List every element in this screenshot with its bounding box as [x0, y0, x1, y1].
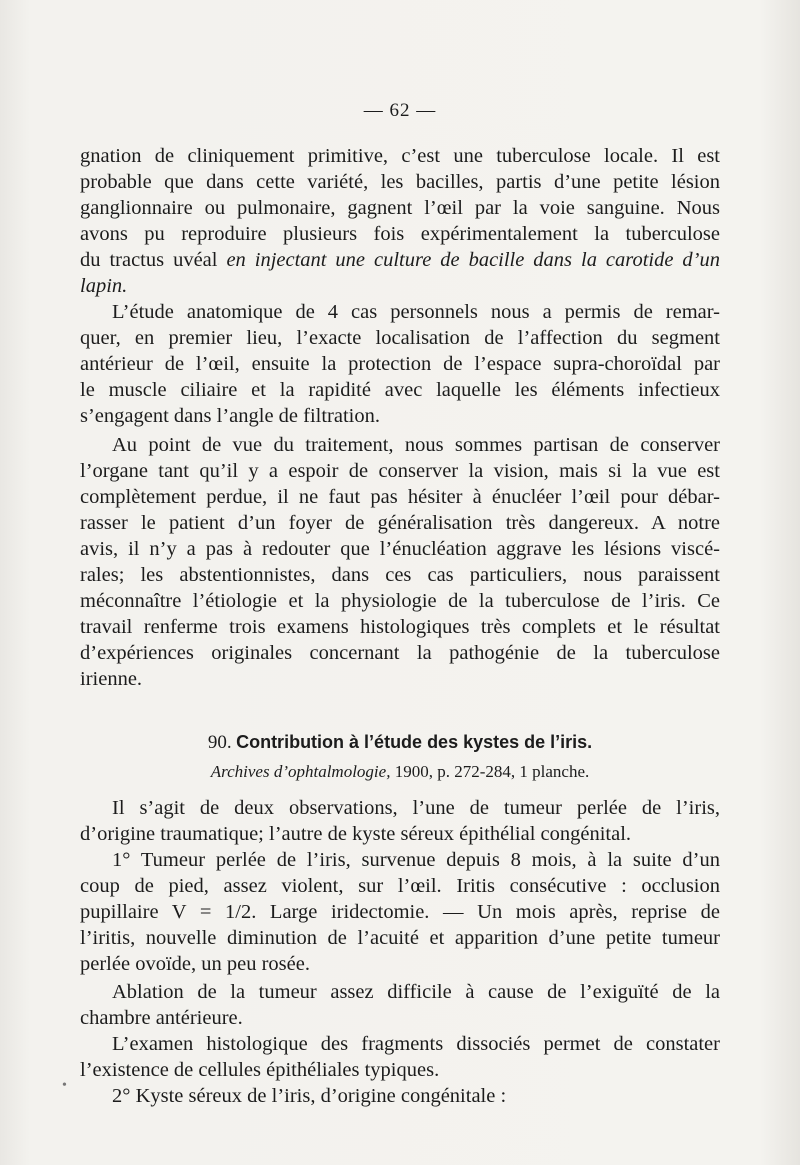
- text-line-mixed: [80, 247, 720, 273]
- text-line: d’expériences originales concernant la pathogénie de la tuberculose: [80, 642, 720, 664]
- italic-span: en injectant une culture de bacille dans la carotide d’un: [226, 249, 720, 271]
- section-number: 90.: [207, 732, 232, 753]
- text-line: coup de pied, assez violent, sur l’œil. Iritis consécutive : occlusion: [80, 875, 720, 897]
- text-line: Ablation de la tumeur assez difficile à cause de l’exiguïté de la: [112, 981, 720, 1003]
- text-line: 1° Tumeur perlée de l’iris, survenue depuis 8 mois, à la suite d’un: [112, 849, 720, 871]
- text-line: quer, en premier lieu, l’exacte localisation de l’affection du segment: [80, 327, 720, 349]
- italic-span: lapin.: [80, 275, 128, 297]
- text-line: 2° Kyste séreux de l’iris, d’origine congénitale :: [112, 1085, 507, 1107]
- text-line: pupillaire V = 1/2. Large iridectomie. — Un mois après, reprise de: [80, 901, 720, 923]
- text-line: perlée ovoïde, un peu rosée.: [80, 953, 310, 975]
- text-line: chambre antérieure.: [80, 1007, 243, 1029]
- text-line: L’étude anatomique de 4 cas personnels nous a permis de remar-: [112, 301, 720, 323]
- text-line: ganglionnaire ou pulmonaire, gagnent l’œil par la voie sanguine. Nous: [80, 197, 720, 219]
- text-line: irienne.: [80, 668, 143, 690]
- text-line: Au point de vue du traitement, nous sommes partisan de conserver: [112, 434, 720, 456]
- text-line: gnation de cliniquement primitive, c’est une tuberculose locale. Il est: [80, 145, 720, 167]
- margin-mark: •: [62, 1078, 67, 1093]
- text-line: s’engagent dans l’angle de filtration.: [80, 405, 380, 427]
- text-line: rasser le patient d’un foyer de généralisation très dangereux. A notre: [80, 512, 720, 534]
- text-line: probable que dans cette variété, les bacilles, partis d’une petite lésion: [80, 171, 720, 193]
- text-line: d’origine traumatique; l’autre de kyste séreux épithélial congénital.: [80, 823, 632, 845]
- section-heading: [0, 730, 800, 755]
- text-line: avis, il n’y a pas à redouter que l’énucléation aggrave les lésions viscé-: [80, 538, 720, 560]
- text-line: méconnaître l’étiologie et la physiologie de la tuberculose de l’iris. Ce: [80, 590, 720, 612]
- text-line: antérieur de l’œil, ensuite la protection de l’espace supra-choroïdal par: [80, 353, 720, 375]
- text-span: du tractus uvéal: [80, 249, 218, 271]
- text-line: [80, 273, 720, 299]
- text-line: le muscle ciliaire et la rapidité avec laquelle les éléments infectieux: [80, 379, 720, 401]
- text-line: rales; les abstentionnistes, dans ces cas particuliers, nous paraissent: [80, 564, 720, 586]
- citation-details: 1900, p. 272-284, 1 planche.: [394, 762, 590, 781]
- section-title: Contribution à l’étude des kystes de l’iris.: [236, 732, 593, 752]
- text-line: l’existence de cellules épithéliales typiques.: [80, 1059, 440, 1081]
- text-line: L’examen histologique des fragments dissociés permet de constater: [112, 1033, 720, 1055]
- text-line: l’iritis, nouvelle diminution de l’acuité et apparition d’une petite tumeur: [80, 927, 720, 949]
- text-line: complètement perdue, il ne faut pas hésiter à énucléer l’œil pour débar-: [80, 486, 720, 508]
- text-line: avons pu reproduire plusieurs fois expérimentalement la tuberculose: [80, 223, 720, 245]
- page-number: — 62 —: [363, 100, 437, 121]
- citation: [0, 761, 800, 783]
- text-line: l’organe tant qu’il y a espoir de conserver la vision, mais si la vue est: [80, 460, 720, 482]
- text-line: Il s’agit de deux observations, l’une de tumeur perlée de l’iris,: [112, 797, 720, 819]
- citation-journal: Archives d’ophtalmologie,: [210, 762, 391, 781]
- text-line: travail renferme trois examens histologiques très complets et le résultat: [80, 616, 720, 638]
